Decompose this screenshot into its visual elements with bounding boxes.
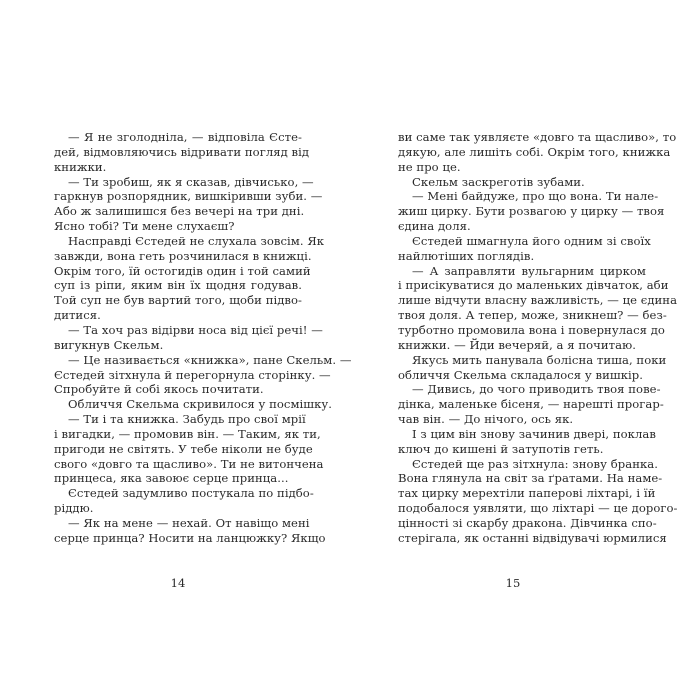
text-line: — Я не зголодніла, — відповіла Єсте-	[68, 130, 302, 144]
text-line: Той суп не був вартий того, щоби підво-	[54, 293, 302, 308]
text-line: Обличчя Скельма скривилося у посмішку.	[68, 397, 333, 412]
text-line: — Дивись, до чого приводить твоя пове-	[412, 382, 661, 397]
text-line: І з цим він знову зачинив двері, поклав	[412, 426, 656, 441]
text-line: Спробуйте й собі якось почитати.	[54, 382, 264, 397]
text-line: жиш цирку. Бути розвагою у цирку — твоя	[398, 204, 665, 219]
text-line: завжди, вона геть розчинилася в книжці.	[54, 248, 312, 263]
text-line: Єстедей зітхнула й перегорнула сторінку. —	[54, 367, 331, 382]
text-line: чав він. — До нічого, ось як.	[398, 412, 574, 427]
text-line: — Це називається «книжка», пане Скельм. —	[68, 352, 352, 367]
text-line: Скельм заскреготів зубами.	[412, 174, 585, 189]
right-page-text	[398, 130, 678, 546]
text-line: ви саме так уявляєте «довго та щасливо», то	[398, 130, 677, 144]
text-line: твоя доля. А тепер, може, зникнеш? — без-	[398, 308, 667, 323]
text-line: гаркнув розпорядник, вишкіривши зуби. —	[54, 189, 323, 204]
text-line: цінності зі скарбу дракона. Дівчинка спо-	[398, 515, 657, 530]
text-line: Єстедей ще раз зітхнула: знову бранка.	[412, 456, 658, 471]
text-line: стерігала, як останні відвідувачі юрмилися	[398, 530, 667, 545]
text-line: вигукнув Скельм.	[54, 337, 164, 352]
text-line: Окрім того, їй остогидів один і той самий	[54, 263, 311, 278]
left-page-text	[54, 130, 352, 546]
text-line: — Ти зробиш, як я сказав, дівчисько, —	[68, 174, 314, 189]
text-line: свого «довго та щасливо». Ти не витончена	[54, 456, 324, 471]
text-line: Якусь мить панувала болісна тиша, поки	[412, 352, 667, 367]
text-line: принцеса, яка завоює серце принца...	[54, 471, 289, 486]
text-line: подобалося уявляти, що ліхтарі — це дорого-	[398, 501, 678, 516]
text-line: Ясно тобі? Ти мене слухаєш?	[54, 219, 235, 234]
text-line: Вона глянула на світ за ґратами. На наме-	[398, 471, 663, 486]
right-page	[350, 0, 700, 700]
text-line: найлютіших поглядів.	[398, 248, 535, 263]
text-line: пригоди не світять. У тебе ніколи не буде	[54, 441, 313, 456]
text-line: не про це.	[398, 159, 461, 174]
text-line: і присікуватися до маленьких дівчаток, аби	[398, 278, 669, 293]
text-line: Єстедей задумливо постукала по підбо-	[68, 486, 314, 501]
text-line: книжки. — Йди вечеряй, а я почитаю.	[398, 337, 636, 352]
text-line: ріддю.	[54, 501, 94, 516]
text-line: — Як на мене — нехай. От навіщо мені	[68, 515, 310, 530]
text-line: серце принца? Носити на ланцюжку? Якщо	[54, 530, 326, 545]
text-line: дякую, але лишіть собі. Окрім того, книжка	[398, 144, 671, 159]
text-line: ключ до кишені й затупотів геть.	[398, 441, 604, 456]
text-line: Або ж залишишся без вечері на три дні.	[54, 204, 305, 219]
text-line: єдина доля.	[398, 219, 471, 234]
text-line: тах цирку мерехтіли паперові ліхтарі, і їй	[398, 486, 656, 501]
right-page-number: 15	[505, 576, 521, 590]
text-line: — А заправляти вульгарним цирком	[412, 263, 646, 278]
text-line: дитися.	[54, 308, 101, 323]
text-line: — Та хоч раз відірви носа від цієї речі! —	[68, 322, 323, 337]
text-line: обличчя Скельма складалося у вишкір.	[398, 367, 643, 382]
text-line: Єстедей шмагнула його одним зі своїх	[412, 233, 651, 248]
text-line: турботно промовила вона і повернулася до	[398, 322, 665, 337]
text-line: суп із ріпи, яким він їх щодня годував.	[54, 278, 302, 293]
text-line: лише відчути власну важливість, — це єдина	[398, 293, 678, 308]
text-line: — Ти і та книжка. Забудь про свої мрії	[68, 412, 306, 427]
text-line: дей, відмовляючись відривати погляд від	[54, 144, 310, 159]
text-line: і вигадки, — промовив він. — Таким, як ти,	[54, 426, 321, 441]
text-line: дінка, маленьке бісеня, — нарешті прогар-	[398, 397, 664, 412]
text-line: — Мені байдуже, про що вона. Ти нале-	[412, 189, 659, 204]
text-line: книжки.	[54, 159, 107, 174]
left-page-number: 14	[170, 576, 186, 590]
text-line: Насправді Єстедей не слухала зовсім. Як	[68, 233, 325, 248]
